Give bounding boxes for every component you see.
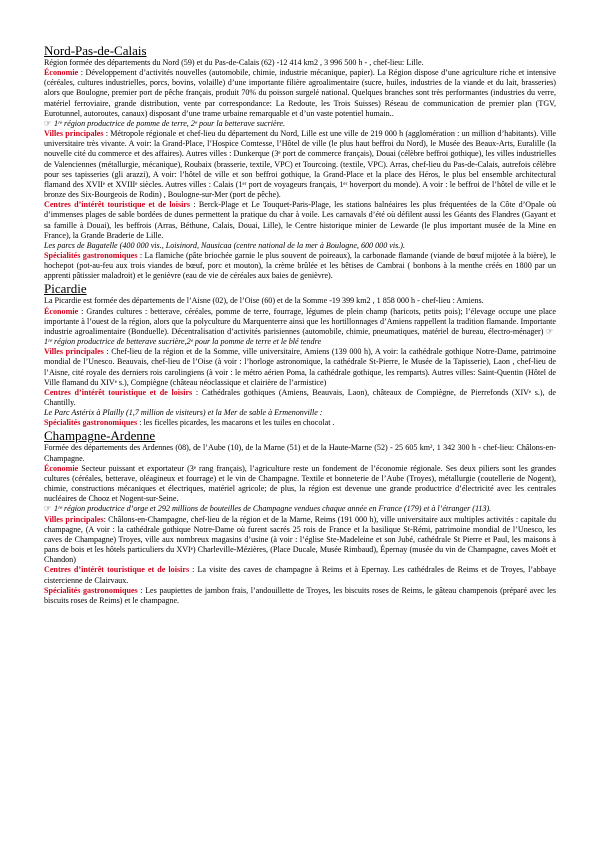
region-intro: Formée des départements des Ardennes (08), de l’Aube (10), de la Marne (51) et de la Haute-Marne (52) - 25 605 km², 1 342 300 h - chef-lieu: Châlons-en-Champagne. bbox=[44, 443, 556, 463]
economie-text: : Grandes cultures : betterave, céréales, pomme de terre, fourrage, légumes de plein champ (haricots, petits pois); l’élevage occupe une place importante à l’ouest de la région, alors que la polyculture du Marquenterre ainsi que les hortillonnages d’Amiens rappellent la tradition flamande. Importante industrie agroalimentaire (Bonduelle). Décentralisation d’activités parisiennes (automobile, chimie, pneumatiques, matériel de bureau, électro-ménager) bbox=[44, 306, 556, 336]
production-note-text: 1ʳᵉ région productrice de pomme de terre, 2ᵉ pour la betterave sucrière. bbox=[54, 118, 286, 128]
centres-paragraph bbox=[44, 200, 556, 241]
region-intro: Région formée des départements du Nord (59) et du Pas-de-Calais (62) -12 414 km2 , 3 996 500 h - , chef-lieu: Lille. bbox=[44, 58, 424, 67]
economie-label: Économie bbox=[44, 68, 79, 78]
centres-label: Centres d’intérêt touristique et de loisirs bbox=[44, 387, 193, 397]
economie-paragraph bbox=[44, 307, 556, 348]
villes-text: : Châlons-en-Champagne, chef-lieu de la région et de la Marne, Reims (191 000 h), ville universitaire aux multiples activités : capitale du champagne, (A voir : la cathédrale gothique Notre-Dame où furent sacrés 25 rois de France et la basilique St-Rémi, patrimoine mondial de l’Unesco, les caves de Champagne) Troyes, ville aux nombreux magasins d’usine (à voir : l’église Ste-Madeleine et son Jubé, cathédrale St Pierre et Paul, les maisons à pans de bois et les hôtels particuliers du XVIᵉ) Charleville-Mézières, (Place Ducale, Musée Rimbaud), Épernay (musée du vin de Champagne, caves Moët et Chandon) bbox=[44, 514, 557, 565]
villes-text: : Chef-lieu de la région et de la Somme, ville universitaire, Amiens (139 000 h), A voir: la cathédrale gothique Notre-Dame, patrimoine mondial de l’Unesco. Beauvais, chef-lieu de l’Oise (à voir : l’horloge astronomique, la cathédrale St-Pierre, le Musée de la Tapisserie), Laon , chef-lieu de l’Aisne, cité royale des derniers rois carolingiens (à voir : le métro aérien Poma, la cathédrale gothique, les remparts). Autres villes: Saint-Quentin (Hôtel de Ville flamand du XIVᵉ s.), Compiègne (château néoclassique et clairière de l’armistice) bbox=[44, 347, 557, 387]
gastro-label: Spécialités gastronomiques bbox=[44, 418, 138, 428]
region-title: Nord-Pas-de-Calais bbox=[44, 43, 147, 58]
villes-label: Villes principales bbox=[44, 347, 104, 357]
villes-paragraph bbox=[44, 347, 556, 388]
region-title: Champagne-Ardenne bbox=[44, 428, 156, 444]
economie-paragraph bbox=[44, 68, 556, 119]
villes-paragraph bbox=[44, 129, 556, 200]
gastro-text: : Les paupiettes de jambon frais, l’andouillette de Troyes, les biscuits roses de Reims, le gâteau champenois (préparé avec les biscuits roses de Reims) et le champagne. bbox=[44, 585, 556, 605]
centres-text: : Cathédrales gothiques (Amiens, Beauvais, Laon), châteaux de Compiègne, de Pierrefonds (XIVᵉ s.), de Chantilly. bbox=[44, 387, 556, 407]
economie-text: : Développement d’activités nouvelles (automobile, chimie, industrie mécanique, papier). La Région dispose d’une agriculture riche et intensive (céréales, cultures industrielles, porcs, bovins, volaille) d’une importante filière agroalimentaire (sucre, huiles, industries de la viande et du lait, brasseries) alors que Boulogne, premier port de pêche français, produit 70% du poisson surgelé national. Quelques branches sont très performantes (industries du verre, matériel ferroviaire, grande distribution, vente par correspondance: La Redoute, les Trois Suisses) Réseau de communication de premier plan (TGV, Eurotunnel, autoroutes, canaux) disposant d’une trame urbaine remarquable et d’un vaste potentiel humain.. bbox=[44, 68, 556, 118]
production-note bbox=[44, 504, 556, 514]
economie-label: Économie bbox=[44, 463, 79, 473]
centres-paragraph bbox=[44, 388, 556, 408]
region-nord-pas-de-calais bbox=[44, 44, 556, 281]
region-picardie bbox=[44, 282, 556, 428]
pen-hand-icon: ☞ bbox=[44, 118, 52, 128]
production-note bbox=[44, 119, 556, 129]
production-note-text: 1ʳᵉ région productrice de betterave sucrière,2ᵉ pour la pomme de terre et le blé tendre bbox=[44, 337, 322, 347]
gastro-text: : La flamiche (pâte briochée garnie le plus souvent de poireaux), la carbonade flamande (viande de bœuf mijotée à la bière), le hochepot (pot-au-feu aux trois viandes de bœuf, porc et mouton), la crème brûlée et les bêtises de Cambrai ( bonbons à la menthe créés en 1800 par un apprenti pâtissier maladroit) et le genièvre (eau de vie de céréales aux baies de genièvre). bbox=[44, 250, 556, 281]
gastro-label: Spécialités gastronomiques bbox=[44, 585, 138, 595]
parcs-paragraph: Les parcs de Bagatelle (400 000 vis., Loisinord, Nausicaa (centre national de la mer à Boulogne, 600 000 vis.). bbox=[44, 240, 406, 250]
gastro-paragraph bbox=[44, 418, 556, 428]
gastro-text: : les ficelles picardes, les macarons et les tuiles en chocolat . bbox=[137, 418, 335, 428]
gastro-paragraph bbox=[44, 251, 556, 281]
centres-text: : Berck-Plage et Le Touquet-Paris-Plage, les stations balnéaires les plus fréquentées de la Côte d’Opale où d’immenses plages de sable bordées de dunes permettent la pratique du char à voile. Les carnavals d’été où défilent aussi les Géants des Flandres (Gayant et sa famille à Douai), les beffrois (Arras, Béthune, Calais, Douai, Lille), le Centre historique minier de Lewarde (le plus important musée de la Mine en France), la Grande Braderie de Lille. bbox=[44, 200, 556, 240]
centres-label: Centres d’intérêt touristique et de loisirs bbox=[44, 200, 191, 210]
villes-label: Villes principales bbox=[44, 129, 104, 139]
centres-label: Centres d’intérêt touristique et de loisirs bbox=[44, 565, 190, 575]
villes-text: : Métropole régionale et chef-lieu du département du Nord, Lille est une ville de 219 000 h (agglomération : un million d’habitants). Ville universitaire très vivante. A voir: la Grand-Place, l’Hospice Comtesse, l’Hôtel de ville (le plus haut beffroi du Nord), le Musée des Beaux-Arts, Euralille (la nouvelle cité du commerce et des affaires). Autres villes : Dunkerque (3ᵉ port de commerce français), Douai (célèbre beffroi gothique), les villes industrielles de Valenciennes (métallurgie, mécanique), Roubaix (brasserie, textile, VPC) et Tourcoing. (textile, VPC). Arras, chef-lieu du Pas-de-Calais, autrefois célèbre pour ses tapisseries (gli arazzi), A voir: l’hôtel de ville et son beffroi gothique, la Grand-Place et la place des Héros, le plus bel ensemble architectural flamand des XVIIᵉ et XVIIIᵉ siècles. Autres villes : Calais (1ᵉʳ port de voyageurs français, 1ᵉʳ hoverport du monde). A voir : le beffroi de l’hôtel de ville et le bronze des Six-Bourgeois de Rodin) , Boulogne-sur-Mer (port de pêche). bbox=[44, 129, 557, 200]
production-note-text: 1ʳᵉ région productrice d’orge et 292 millions de bouteilles de Champagne vendues chaque année en France (179) et à l’étranger (113). bbox=[54, 504, 492, 514]
centres-paragraph bbox=[44, 565, 556, 585]
gastro-label: Spécialités gastronomiques bbox=[44, 250, 138, 260]
economie-paragraph bbox=[44, 464, 556, 505]
centres-text: : La visite des caves de champagne à Reims et à Epernay. Les cathédrales de Reims et de Troyes, l’abbaye cistercienne de Clairvaux. bbox=[44, 565, 556, 585]
pen-hand-icon: ☞ bbox=[44, 504, 52, 514]
parcs-paragraph: Le Parc Astérix à Plailly (1,7 million de visiteurs) et la Mer de sable à Ermenonville : bbox=[44, 408, 323, 418]
gastro-paragraph bbox=[44, 586, 556, 606]
villes-paragraph bbox=[44, 515, 556, 566]
region-intro: La Picardie est formée des départements de l’Aisne (02), de l’Oise (60) et de la Somme -19 399 km2 , 1 858 000 h - chef-lieu : Amiens. bbox=[44, 296, 484, 306]
economie-label: Économie bbox=[44, 306, 79, 316]
region-title: Picardie bbox=[44, 281, 87, 297]
villes-label: Villes principales bbox=[44, 514, 104, 524]
pen-hand-icon: ☞ bbox=[546, 326, 554, 336]
region-champagne-ardenne bbox=[44, 429, 556, 606]
economie-text: Secteur puissant et exportateur (3ᵉ rang français), l’agriculture reste un fondement de l’économie régionale. Ses deux piliers sont les grandes cultures (céréales, betterave, oléagineux et fourrage) et le vin de Champagne. Textile et bonneterie de l’Aube (Troyes), métallurgie (coutellerie de Nogent), chimie, constructions mécaniques et électriques, matériel agricole; de plus, la région est devenue une grande productrice d’électricité avec les centrales nucléaires de Chooz et Nogent-sur-Seine. bbox=[44, 463, 556, 504]
